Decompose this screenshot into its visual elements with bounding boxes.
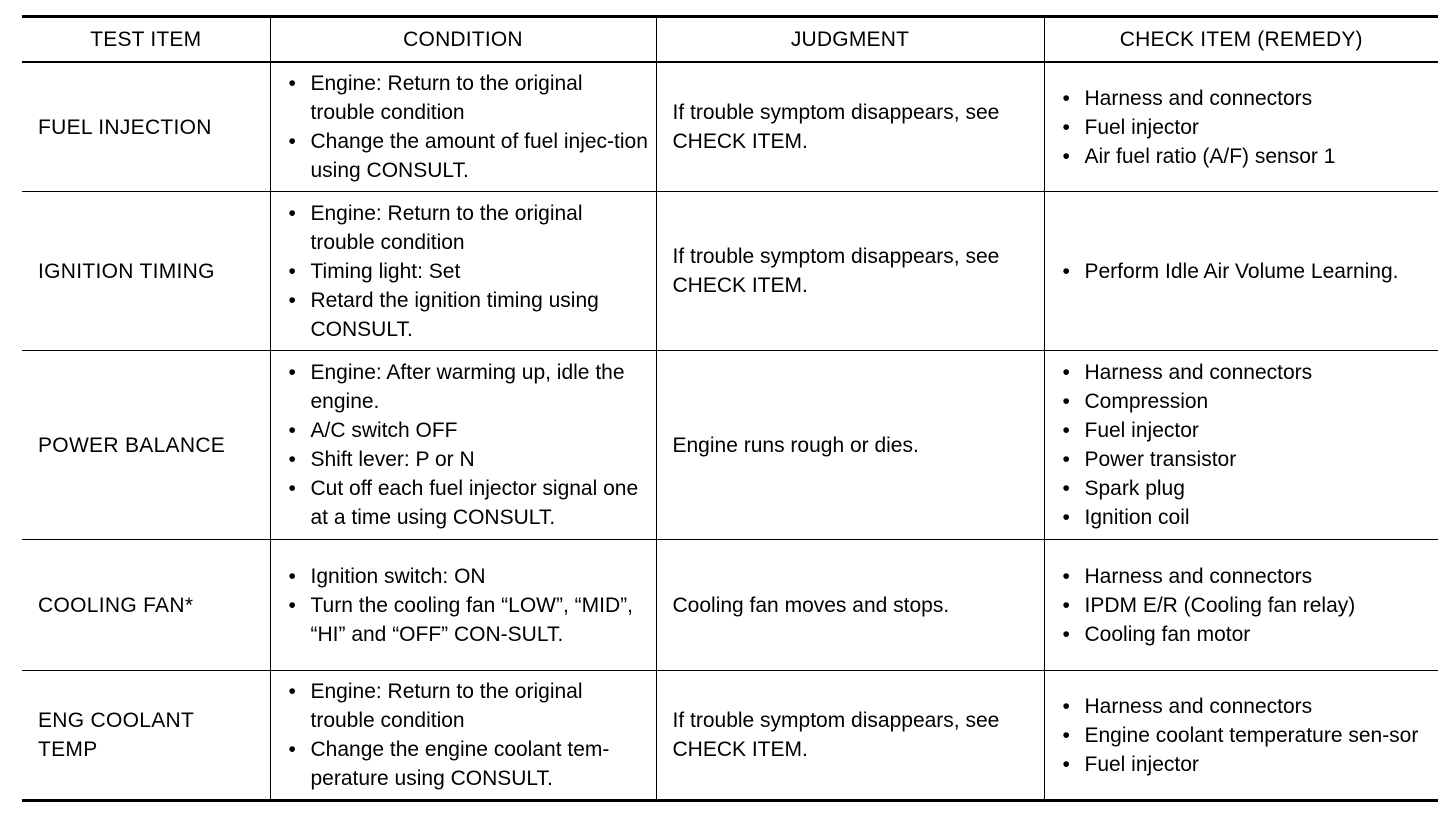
condition-cell xyxy=(270,192,656,351)
condition-item: • Shift lever: P or N xyxy=(287,445,652,474)
condition-item: • Timing light: Set xyxy=(287,257,652,286)
test-item-cell: IGNITION TIMING xyxy=(22,192,270,351)
check-item-cell xyxy=(1044,351,1438,540)
condition-list xyxy=(287,358,652,532)
active-test-table-container xyxy=(22,15,1438,802)
check-item: • IPDM E/R (Cooling fan relay) xyxy=(1061,591,1435,620)
check-list xyxy=(1061,257,1435,286)
check-list xyxy=(1061,84,1435,171)
judgment-cell: If trouble symptom disappears, see CHECK ITEM. xyxy=(656,62,1044,192)
condition-item: • Cut off each fuel injector signal one at a time using CONSULT. xyxy=(287,474,652,532)
check-item: • Harness and connectors xyxy=(1061,692,1435,721)
check-item-cell xyxy=(1044,671,1438,801)
check-list xyxy=(1061,562,1435,649)
condition-cell xyxy=(270,540,656,671)
check-item: • Fuel injector xyxy=(1061,113,1435,142)
condition-cell xyxy=(270,62,656,192)
condition-item: • Turn the cooling fan “LOW”, “MID”, “HI” and “OFF” CON-SULT. xyxy=(287,591,652,649)
check-item: • Perform Idle Air Volume Learning. xyxy=(1061,257,1435,286)
check-item: • Fuel injector xyxy=(1061,416,1435,445)
check-item: • Ignition coil xyxy=(1061,503,1435,532)
check-item-cell xyxy=(1044,192,1438,351)
judgment-cell: If trouble symptom disappears, see CHECK ITEM. xyxy=(656,192,1044,351)
check-item: • Air fuel ratio (A/F) sensor 1 xyxy=(1061,142,1435,171)
check-item: • Power transistor xyxy=(1061,445,1435,474)
table-row xyxy=(22,192,1438,351)
check-list xyxy=(1061,358,1435,532)
check-item: • Harness and connectors xyxy=(1061,84,1435,113)
check-item-cell xyxy=(1044,62,1438,192)
condition-item: • A/C switch OFF xyxy=(287,416,652,445)
header-check-item: CHECK ITEM (REMEDY) xyxy=(1044,17,1438,63)
condition-cell xyxy=(270,351,656,540)
condition-item: • Change the amount of fuel injec-tion using CONSULT. xyxy=(287,127,652,185)
judgment-cell: If trouble symptom disappears, see CHECK ITEM. xyxy=(656,671,1044,801)
header-condition: CONDITION xyxy=(270,17,656,63)
condition-item: • Engine: Return to the original trouble condition xyxy=(287,69,652,127)
test-item-cell: POWER BALANCE xyxy=(22,351,270,540)
test-item-cell: ENG COOLANT TEMP xyxy=(22,671,270,801)
table-header-row xyxy=(22,17,1438,63)
judgment-cell: Engine runs rough or dies. xyxy=(656,351,1044,540)
check-item: • Engine coolant temperature sen-sor xyxy=(1061,721,1435,750)
condition-item: • Ignition switch: ON xyxy=(287,562,652,591)
header-judgment: JUDGMENT xyxy=(656,17,1044,63)
active-test-table xyxy=(22,15,1438,802)
test-item-cell: COOLING FAN* xyxy=(22,540,270,671)
table-row xyxy=(22,540,1438,671)
judgment-cell: Cooling fan moves and stops. xyxy=(656,540,1044,671)
condition-list xyxy=(287,199,652,344)
condition-cell xyxy=(270,671,656,801)
check-item-cell xyxy=(1044,540,1438,671)
condition-list xyxy=(287,562,652,649)
condition-item: • Engine: Return to the original trouble condition xyxy=(287,677,652,735)
check-item: • Harness and connectors xyxy=(1061,562,1435,591)
check-item: • Cooling fan motor xyxy=(1061,620,1435,649)
header-test-item: TEST ITEM xyxy=(22,17,270,63)
table-row xyxy=(22,671,1438,801)
check-item: • Fuel injector xyxy=(1061,750,1435,779)
check-list xyxy=(1061,692,1435,779)
condition-item: • Change the engine coolant tem-perature using CONSULT. xyxy=(287,735,652,793)
check-item: • Compression xyxy=(1061,387,1435,416)
condition-list xyxy=(287,69,652,185)
condition-item: • Retard the ignition timing using CONSULT. xyxy=(287,286,652,344)
check-item: • Harness and connectors xyxy=(1061,358,1435,387)
table-row xyxy=(22,62,1438,192)
condition-list xyxy=(287,677,652,793)
test-item-cell: FUEL INJECTION xyxy=(22,62,270,192)
condition-item: • Engine: After warming up, idle the engine. xyxy=(287,358,652,416)
check-item: • Spark plug xyxy=(1061,474,1435,503)
table-row xyxy=(22,351,1438,540)
condition-item: • Engine: Return to the original trouble condition xyxy=(287,199,652,257)
